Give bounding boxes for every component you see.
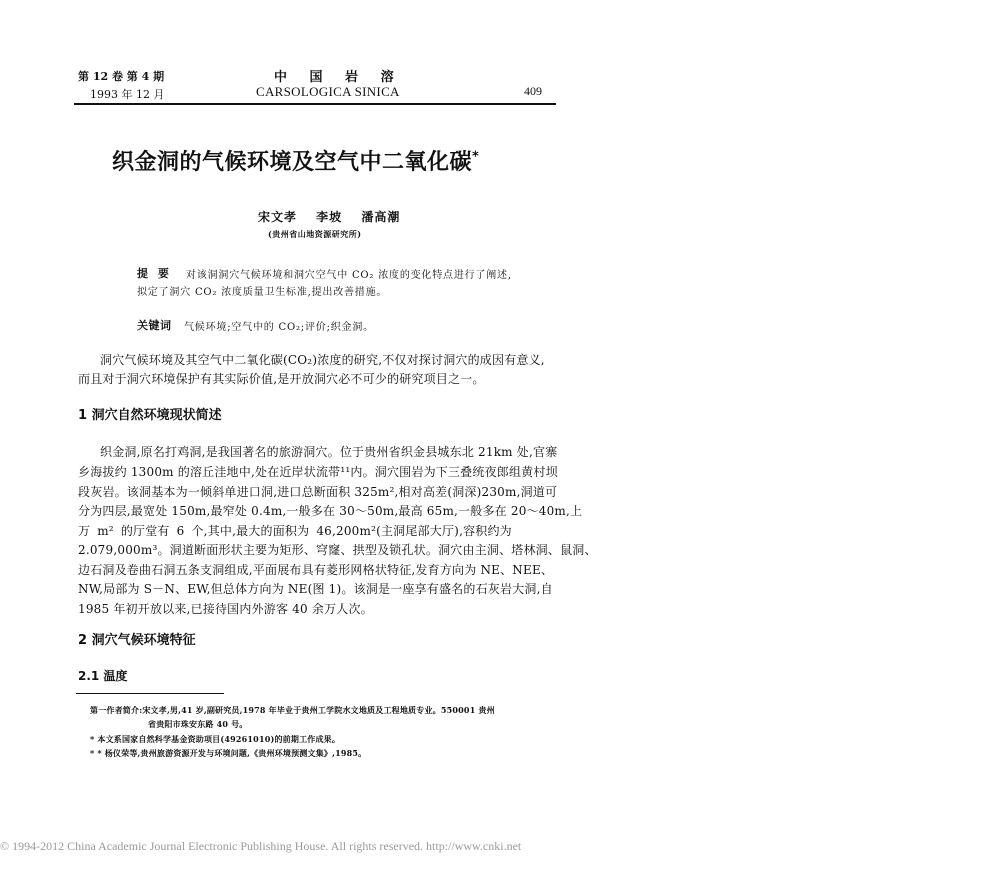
- journal-volume: 第 12 卷 第 4 期: [78, 70, 165, 83]
- section-1-heading: 1 洞穴自然环境现状简述: [78, 408, 222, 423]
- section-1-line-2: 乡海拔约 1300m 的溶丘洼地中,处在近岸状流带¹¹内。洞穴围岩为下三叠统夜郎组黄村坝: [78, 465, 558, 479]
- copyright-notice: © 1994-2012 China Academic Journal Electronic Publishing House. All rights reserved. http://www.cnki.net: [0, 839, 522, 853]
- footnote-rule: [76, 693, 224, 694]
- intro-line-2: 而且对于洞穴环境保护有其实际价值,是开放洞穴必不可少的研究项目之一。: [78, 372, 485, 386]
- title-footnote-mark: *: [472, 149, 480, 165]
- section-1-line-5: 万 m² 的厅堂有 6 个,其中,最大的面积为 46,200m²(主洞尾部大厅),容积约为: [78, 524, 512, 538]
- footnote-reference: * * 杨仪荣等,贵州旅游资源开发与环境问题,《贵州环境预测文集》,1985。: [90, 748, 367, 758]
- section-1-line-3: 段灰岩。该洞基本为一倾斜单进口洞,进口总断面积 325m²,相对高差(洞深)230m,洞道可: [78, 485, 558, 499]
- journal-title-cn: 中 国 岩 溶: [274, 70, 403, 85]
- section-1-line-9: 1985 年初开放以来,已接待国内外游客 40 余万人次。: [78, 602, 373, 616]
- footnote-author-bio-1: 第一作者简介:宋文孝,男,41 岁,副研究员,1978 年毕业于贵州工学院水文地质及工程地质专业。550001 贵州: [90, 705, 495, 715]
- abstract-line-1: 对该洞洞穴气候环境和洞穴空气中 CO₂ 浓度的变化特点进行了阐述,: [186, 270, 512, 281]
- abstract-line-2: 拟定了洞穴 CO₂ 浓度质量卫生标准,提出改善措施。: [137, 287, 388, 298]
- header-rule: [74, 103, 556, 105]
- section-1-line-4: 分为四层,最宽处 150m,最窄处 0.4m,一般多在 30～50m,最高 65m,一般多在 20～40m,上: [78, 504, 583, 518]
- footnote-author-bio-2: 省贵阳市珠安东路 40 号。: [148, 719, 248, 729]
- section-2-1-heading: 2.1 温度: [78, 669, 128, 683]
- footnote-funding: * 本文系国家自然科学基金资助项目(49261010)的前期工作成果。: [90, 734, 341, 744]
- section-1-line-1: 织金洞,原名打鸡洞,是我国著名的旅游洞穴。位于贵州省织金县城东北 21km 处,官寨: [100, 445, 558, 459]
- abstract-label: 提 要: [137, 267, 172, 280]
- section-1-line-8: NW,局部为 S－N、EW,但总体方向为 NE(图 1)。该洞是一座享有盛名的石灰岩大洞,自: [78, 582, 553, 596]
- title-text: 织金洞的气候环境及空气中二氧化碳: [112, 150, 473, 175]
- journal-date: 1993 年 12 月: [90, 88, 165, 101]
- article-title: [112, 145, 479, 176]
- author-affiliation: (贵州省山地资源研究所): [268, 229, 362, 239]
- author-list: 宋文孝 李坡 潘高潮: [258, 210, 401, 224]
- section-2-heading: 2 洞穴气候环境特征: [78, 633, 196, 648]
- intro-line-1: 洞穴气候环境及其空气中二氧化碳(CO₂)浓度的研究,不仅对探讨洞穴的成因有意义,: [100, 353, 545, 367]
- keywords-label: 关键词: [137, 319, 172, 332]
- section-1-line-7: 边石洞及卷曲石洞五条支洞组成,平面展布具有菱形网格状特征,发育方向为 NE、NEE、: [78, 563, 554, 577]
- section-1-line-6: 2.079,000m³。洞道断面形状主要为矩形、穹窿、拱型及锁孔状。洞穴由主洞、塔林洞、鼠洞、: [78, 543, 597, 557]
- keywords-text: 气候环境;空气中的 CO₂;评价;织金洞。: [184, 322, 374, 333]
- journal-title-en: CARSOLOGICA SINICA: [256, 84, 400, 99]
- page-number: 409: [524, 84, 542, 98]
